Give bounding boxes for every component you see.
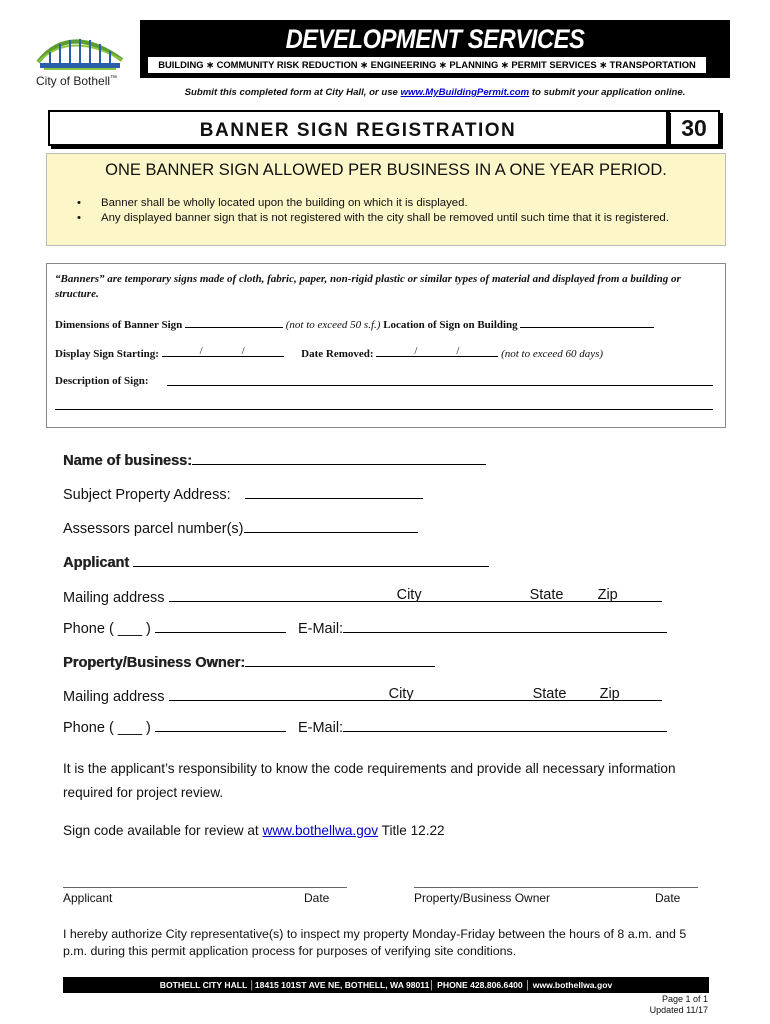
- applicant-email-input[interactable]: [343, 619, 667, 633]
- dimensions-row: [55, 317, 654, 331]
- form-title: BANNER SIGN REGISTRATION: [199, 120, 517, 141]
- display-dates-row: [55, 346, 603, 360]
- applicant-phone-input[interactable]: [155, 619, 286, 633]
- phone-label: Phone ( ___ ): [63, 621, 151, 637]
- applicant-mailing-row: [63, 588, 662, 606]
- business-name-row: [63, 451, 486, 469]
- email-label: E-Mail:: [297, 621, 344, 637]
- list-item: • Banner shall be wholly located upon the building on which it is displayed.: [77, 196, 717, 211]
- applicant-row: [63, 553, 489, 571]
- zip-label: Zip: [599, 686, 620, 702]
- sign-code-text: Sign code available for review at www.bothellwa.gov Title 12.22: [63, 823, 445, 838]
- email-label: E-Mail:: [297, 720, 344, 736]
- display-start-label: Display Sign Starting:: [55, 348, 159, 360]
- form-number: 30: [668, 110, 720, 146]
- display-start-input[interactable]: / /: [162, 346, 284, 357]
- submit-instructions: Submit this completed form at City Hall, or use www.MyBuildingPermit.com to submit your application online.: [184, 87, 686, 98]
- department-banner: [140, 20, 730, 78]
- parcel-number-input[interactable]: [244, 519, 418, 533]
- responsibility-text: It is the applicant’s responsibility to know the code requirements and provide all necessary information required for project review.: [63, 761, 676, 800]
- owner-signature-label: Property/Business Owner: [414, 891, 551, 905]
- parcel-number-label: Assessors parcel number(s): [63, 521, 244, 537]
- mailing-address-label: Mailing address: [63, 590, 165, 606]
- bothellwa-link[interactable]: www.bothellwa.gov: [262, 823, 379, 838]
- date-removed-label: Date Removed:: [301, 348, 374, 360]
- department-divisions: BUILDING ∗ COMMUNITY RISK REDUCTION ∗ ENGINEERING ∗ PLANNING ∗ PERMIT SERVICES ∗ TRANSPORTATION: [148, 57, 706, 73]
- description-input-line-2[interactable]: [55, 409, 713, 410]
- dimensions-note: (not to exceed 50 s.f.): [285, 319, 381, 331]
- mybuildingpermit-link[interactable]: www.MyBuildingPermit.com: [400, 87, 530, 98]
- owner-signature-line[interactable]: [414, 887, 698, 888]
- owner-row: [63, 653, 435, 671]
- owner-email-input[interactable]: [343, 718, 667, 732]
- banner-definition: “Banners” are temporary signs made of cloth, fabric, paper, non-rigid plastic or similar types of material and displayed from a building or structure.: [55, 273, 681, 300]
- description-input[interactable]: [167, 385, 713, 386]
- subject-property-label: Subject Property Address:: [63, 487, 231, 503]
- owner-phone-input[interactable]: [155, 718, 286, 732]
- dimensions-label: Dimensions of Banner Sign: [55, 319, 183, 331]
- city-label: City: [396, 587, 422, 603]
- state-label: State: [532, 686, 567, 702]
- subject-property-input[interactable]: [245, 485, 423, 499]
- page-number: Page 1 of 1: [661, 994, 708, 1004]
- form-title-box: [48, 110, 668, 146]
- description-row: [55, 375, 149, 387]
- parcel-number-row: [63, 519, 418, 537]
- footer-bar: BOTHELL CITY HALL │18415 101ST AVE NE, BOTHELL, WA 98011│ PHONE 428.806.6400 │ www.bothellwa.gov: [63, 977, 709, 993]
- business-name-input[interactable]: [192, 451, 486, 465]
- list-item: • Any displayed banner sign that is not registered with the city shall be removed until such time that it is registered.: [77, 211, 717, 226]
- state-label: State: [529, 587, 564, 603]
- applicant-phone-row: [63, 619, 667, 637]
- dimensions-input[interactable]: [185, 317, 283, 328]
- applicant-label: Applicant: [63, 555, 130, 571]
- description-label: Description of Sign:: [55, 375, 149, 387]
- authorization-text: I hereby authorize City representative(s) to inspect my property Monday-Friday between the hours of 8 a.m. and 5 p.m. during this permit application process for purposes of verifying site conditions.: [63, 927, 687, 958]
- phone-label: Phone ( ___ ): [63, 720, 151, 736]
- applicant-signature-line[interactable]: [63, 887, 347, 888]
- owner-label: Property/Business Owner:: [63, 655, 246, 671]
- location-label: Location of Sign on Building: [383, 319, 518, 331]
- business-name-label: Name of business:: [63, 453, 192, 469]
- city-name: City of Bothell™: [36, 74, 118, 88]
- applicant-signature-label: Applicant: [63, 891, 113, 905]
- city-label: City: [388, 686, 414, 702]
- zip-label: Zip: [597, 587, 618, 603]
- mailing-address-label: Mailing address: [63, 689, 165, 705]
- notice-title: ONE BANNER SIGN ALLOWED PER BUSINESS IN A ONE YEAR PERIOD.: [105, 161, 667, 179]
- applicant-input[interactable]: [133, 553, 489, 567]
- date-removed-input[interactable]: / /: [376, 346, 498, 357]
- applicant-mailing-input[interactable]: [169, 588, 662, 602]
- banner-details-box: [46, 263, 726, 428]
- owner-phone-row: [63, 718, 667, 736]
- subject-property-row: [63, 485, 423, 503]
- applicant-date-label: Date: [304, 891, 330, 905]
- notice-box: [46, 153, 726, 246]
- owner-date-label: Date: [655, 891, 681, 905]
- updated-date: Updated 11/17: [649, 1005, 708, 1015]
- location-input[interactable]: [520, 317, 654, 328]
- date-removed-note: (not to exceed 60 days): [501, 348, 604, 360]
- owner-input[interactable]: [245, 653, 435, 667]
- notice-bullets: [77, 196, 717, 226]
- owner-mailing-input[interactable]: [169, 687, 662, 701]
- department-title: DEVELOPMENT SERVICES: [285, 24, 585, 54]
- owner-mailing-row: [63, 687, 662, 705]
- page-info: [650, 994, 708, 1016]
